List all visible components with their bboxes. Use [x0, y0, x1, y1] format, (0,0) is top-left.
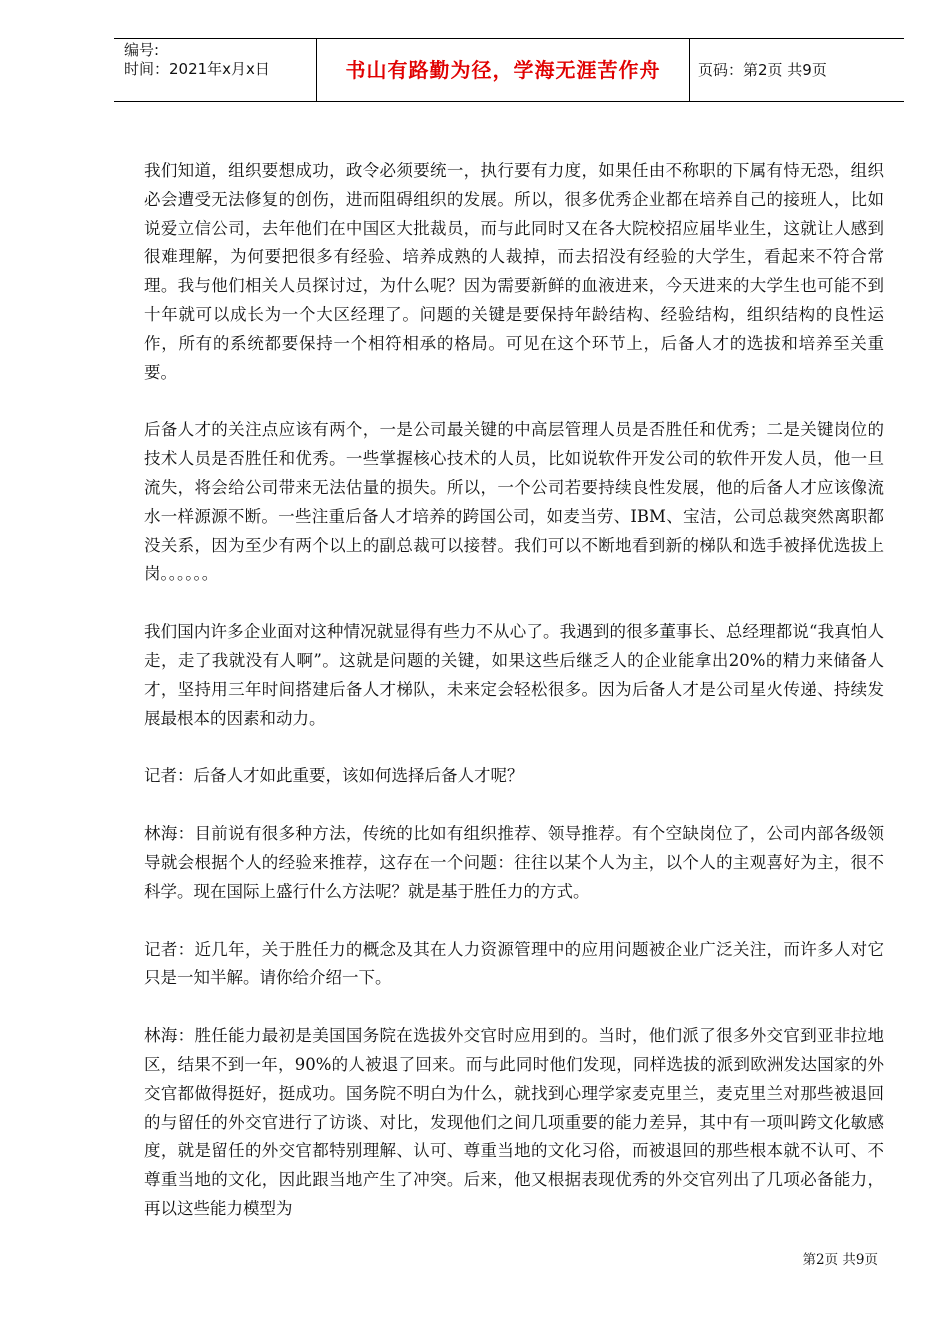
paragraph: 记者：后备人才如此重要，该如何选择后备人才呢？ [144, 766, 524, 786]
time-label: 时间：2021年x月x日 [124, 60, 270, 78]
header-divider-right [689, 39, 690, 101]
paragraph: 林海：胜任能力最初是美国国务院在选拔外交官时应用到的。当时，他们派了很多外交官到亚非拉地区，结果不到一年，90%的人被退了回来。而与此同时他们发现，同样选拔的派到欧洲发达国家的外交官都做得挺好，挺成功。国务院不明白为什么，就找到心理学家麦克里兰，麦克里兰对那些被退回的与留任的外交官进行了访谈、对比，发现他们之间几项重要的能力差异，其中有一项叫跨文化敏感度，就是留任的外交官都特别理解、认可、尊重当地的文化习俗，而被退回的那些根本就不认可、不尊重当地的文化，因此跟当地产生了冲突。后来，他又根据表现优秀的外交官列出了几项必备能力，再以这些能力模型为 [144, 1026, 884, 1218]
header-page-info: 页码：第2页 共9页 [698, 61, 827, 79]
page-footer: 第2页 共9页 [802, 1252, 878, 1268]
document-body [144, 157, 884, 1253]
paragraph: 我们知道，组织要想成功，政令必须要统一，执行要有力度，如果任由不称职的下属有恃无恐，组织必会遭受无法修复的创伤，进而阻碍组织的发展。所以，很多优秀企业都在培养自己的接班人，比如说爱立信公司，去年他们在中国区大批裁员，而与此同时又在各大院校招应届毕业生，这就让人感到很难理解，为何要把很多有经验、培养成熟的人裁掉，而去招没有经验的大学生，看起来不符合常理。我与他们相关人员探讨过，为什么呢？因为需要新鲜的血液进来，今天进来的大学生也可能不到十年就可以成长为一个大区经理了。问题的关键是要保持年龄结构、经验结构，组织结构的良性运作，所有的系统都要保持一个相符相承的格局。可见在这个环节上，后备人才的选拔和培养至关重要。 [144, 161, 884, 382]
page-header [114, 38, 904, 102]
header-meta [124, 41, 314, 79]
paragraph: 我们国内许多企业面对这种情况就显得有些力不从心了。我遇到的很多董事长、总经理都说“我真怕人走，走了我就没有人啊”。这就是问题的关键，如果这些后继乏人的企业能拿出20%的精力来储备人才，坚持用三年时间搭建后备人才梯队，未来定会轻松很多。因为后备人才是公司星火传递、持续发展最根本的因素和动力。 [144, 622, 884, 728]
number-label: 编号: [124, 41, 160, 59]
paragraph: 后备人才的关注点应该有两个，一是公司最关键的中高层管理人员是否胜任和优秀；二是关键岗位的技术人员是否胜任和优秀。一些掌握核心技术的人员，比如说软件开发公司的软件开发人员，他一旦流失，将会给公司带来无法估量的损失。所以，一个公司若要持续良性发展，他的后备人才应该像流水一样源源不断。一些注重后备人才培养的跨国公司，如麦当劳、IBM、宝洁，公司总裁突然离职都没关系，因为至少有两个以上的副总裁可以接替。我们可以不断地看到新的梯队和选手被择优选拔上岗。。。。。。 [144, 420, 884, 584]
paragraph: 林海：目前说有很多种方法，传统的比如有组织推荐、领导推荐。有个空缺岗位了，公司内部各级领导就会根据个人的经验来推荐，这存在一个问题：往往以某个人为主，以个人的主观喜好为主，很不科学。现在国际上盛行什么方法呢？就是基于胜任力的方式。 [144, 824, 884, 901]
header-motto: 书山有路勤为径，学海无涯苦作舟 [345, 58, 661, 82]
paragraph: 记者：近几年，关于胜任力的概念及其在人力资源管理中的应用问题被企业广泛关注，而许多人对它只是一知半解。请你给介绍一下。 [144, 939, 884, 988]
